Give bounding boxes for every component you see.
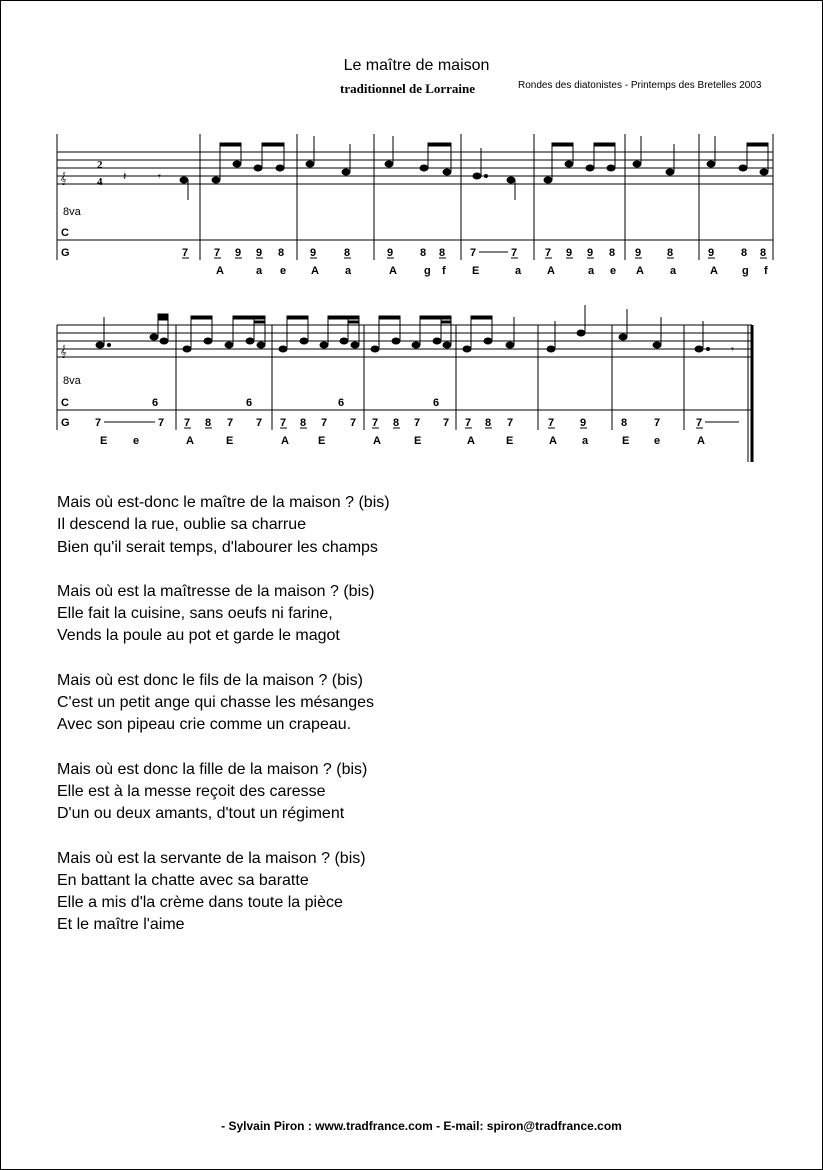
bass-letter: g [424, 265, 431, 277]
clef-octave-mark: 8va [63, 375, 81, 387]
c-row-number: 6 [338, 397, 345, 409]
button-number: 8 [300, 417, 307, 429]
button-number: 9 [566, 247, 573, 259]
button-number: 7 [511, 247, 518, 259]
lyric-line: En battant la chatte avec sa baratte [57, 871, 309, 889]
button-number: 7 [372, 417, 379, 429]
bass-letter: A [373, 435, 381, 447]
bass-letter: a [345, 265, 352, 277]
lyric-line: Mais où est la servante de la maison ? (bis) [57, 849, 366, 867]
button-number: 8 [667, 247, 674, 259]
lyric-line: Vends la poule au pot et garde le magot [57, 627, 340, 645]
button-number: 9 [310, 247, 317, 259]
button-number: 9 [256, 247, 263, 259]
bass-letter: E [506, 435, 514, 447]
button-number: 9 [235, 247, 242, 259]
button-number: 8 [393, 417, 400, 429]
button-number: 7 [184, 417, 191, 429]
button-number: 7 [696, 417, 703, 429]
button-number: 7 [214, 247, 221, 259]
bass-letter: a [588, 265, 595, 277]
button-number: 8 [205, 417, 212, 429]
lyric-line: Elle a mis d'la crème dans toute la pièce [57, 894, 343, 912]
bass-letter: E [100, 435, 108, 447]
lyric-line: Avec son pipeau crie comme un crapeau. [57, 716, 352, 734]
time-sig-top: 2 [97, 159, 103, 171]
button-number: 7 [256, 417, 263, 429]
bass-letter: E [472, 265, 480, 277]
button-number: 7 [321, 417, 328, 429]
bass-letter: E [318, 435, 326, 447]
button-number: 8 [439, 247, 446, 259]
button-number: 7 [95, 417, 102, 429]
bass-letter: A [216, 265, 224, 277]
stanza [57, 581, 390, 648]
button-number: 7 [414, 417, 421, 429]
bass-letter: A [389, 265, 397, 277]
bass-letter: A [549, 435, 557, 447]
button-number: 8 [278, 247, 285, 259]
bass-letter: A [547, 265, 555, 277]
lyric-line: C'est un petit ange qui chasse les mésanges [57, 694, 375, 712]
song-subtitle: traditionnel de Lorraine [340, 81, 476, 96]
sheet-music [0, 0, 823, 470]
button-number: 9 [387, 247, 394, 259]
bass-letter: A [467, 435, 475, 447]
lyric-line: Elle est à la messe reçoit des caresse [57, 782, 326, 800]
button-number: 8 [621, 417, 628, 429]
button-number: 7 [548, 417, 555, 429]
quarter-rest-icon: 𝄽 [123, 171, 127, 183]
lyric-line: Elle fait la cuisine, sans oeufs ni farine, [57, 605, 333, 623]
row-label-g-1: G [61, 247, 70, 259]
barlines-1 [57, 134, 773, 260]
button-number: 7 [227, 417, 234, 429]
button-number: 7 [470, 247, 477, 259]
button-number: 9 [708, 247, 715, 259]
row-label-g-2: G [61, 417, 70, 429]
button-number: 7 [280, 417, 287, 429]
c-row-number: 6 [152, 397, 159, 409]
footer-credits: - Sylvain Piron : www.tradfrance.com - E-mail: spiron@tradfrance.com [221, 1119, 622, 1133]
bass-letter: A [697, 435, 705, 447]
button-number: 7 [545, 247, 552, 259]
button-number: 7 [182, 247, 189, 259]
bass-letter: e [133, 435, 140, 447]
bass-letter: f [764, 265, 768, 277]
button-number: 8 [760, 247, 767, 259]
lyrics [57, 492, 390, 959]
bass-letter: a [670, 265, 677, 277]
bass-letter: E [622, 435, 630, 447]
bass-letter: e [654, 435, 661, 447]
button-number: 7 [158, 417, 165, 429]
c-row-number: 6 [246, 397, 253, 409]
lyric-line: Mais où est-donc le maître de la maison ? (bis) [57, 494, 390, 511]
clef-octave-mark: 8va [63, 206, 81, 218]
bass-letter: e [610, 265, 617, 277]
button-number: 8 [485, 417, 492, 429]
button-number: 8 [609, 247, 616, 259]
bass-letter: A [311, 265, 319, 277]
song-title: Le maître de maison [343, 57, 490, 74]
row-label-c-1: C [61, 227, 69, 239]
button-number: 9 [580, 417, 587, 429]
button-number: 8 [741, 247, 748, 259]
lyric-line: Il descend la rue, oublie sa charrue [57, 516, 307, 534]
button-number: 9 [635, 247, 642, 259]
eighth-rest-icon: 𝄾 [158, 171, 161, 183]
lyric-line: D'un ou deux amants, d'tout un régiment [57, 805, 345, 823]
stanza [57, 759, 390, 826]
button-number: 7 [507, 417, 514, 429]
bass-letter: A [186, 435, 194, 447]
bass-letter: A [710, 265, 718, 277]
song-source: Rondes des diatonistes - Printemps des Bretelles 2003 [518, 80, 762, 91]
button-number: 7 [465, 417, 472, 429]
bass-letter: a [256, 265, 263, 277]
notes-staff-2 [96, 305, 710, 352]
barlines-2 [57, 325, 752, 462]
bass-letter: g [742, 265, 749, 277]
button-number: 7 [350, 417, 357, 429]
bass-letter: f [442, 265, 446, 277]
button-number: 7 [443, 417, 450, 429]
button-number: 8 [344, 247, 351, 259]
treble-clef-icon: 𝄞 [60, 346, 67, 358]
c-row-number: 6 [433, 397, 440, 409]
tablature-1 [0, 0, 768, 277]
lyric-line: Bien qu'il serait temps, d'labourer les champs [57, 538, 378, 556]
treble-clef-icon: 𝄞 [60, 173, 67, 185]
staff-2 [0, 0, 752, 462]
button-number: 8 [420, 247, 427, 259]
bass-letter: a [515, 265, 522, 277]
bass-letter: E [414, 435, 422, 447]
bass-letter: e [280, 265, 287, 277]
lyric-line: Mais où est donc la fille de la maison ? (bis) [57, 760, 368, 778]
time-sig-bottom: 4 [97, 176, 103, 188]
bass-letter: A [636, 265, 644, 277]
stanza [57, 492, 390, 559]
staff-1 [0, 0, 773, 277]
stanza [57, 848, 390, 937]
bass-letter: A [281, 435, 289, 447]
stanza [57, 670, 390, 737]
row-label-c-2: C [61, 397, 69, 409]
eighth-rest-icon: 𝄾 [731, 344, 734, 356]
button-number: 7 [654, 417, 661, 429]
lyric-line: Mais où est la maîtresse de la maison ? (bis) [57, 582, 375, 600]
bass-letter: E [226, 435, 234, 447]
button-number: 9 [587, 247, 594, 259]
bass-letter: a [582, 435, 589, 447]
lyric-line: Mais où est donc le fils de la maison ? (bis) [57, 671, 363, 689]
tablature-2 [0, 0, 739, 447]
lyric-line: Et le maître l'aime [57, 916, 185, 934]
